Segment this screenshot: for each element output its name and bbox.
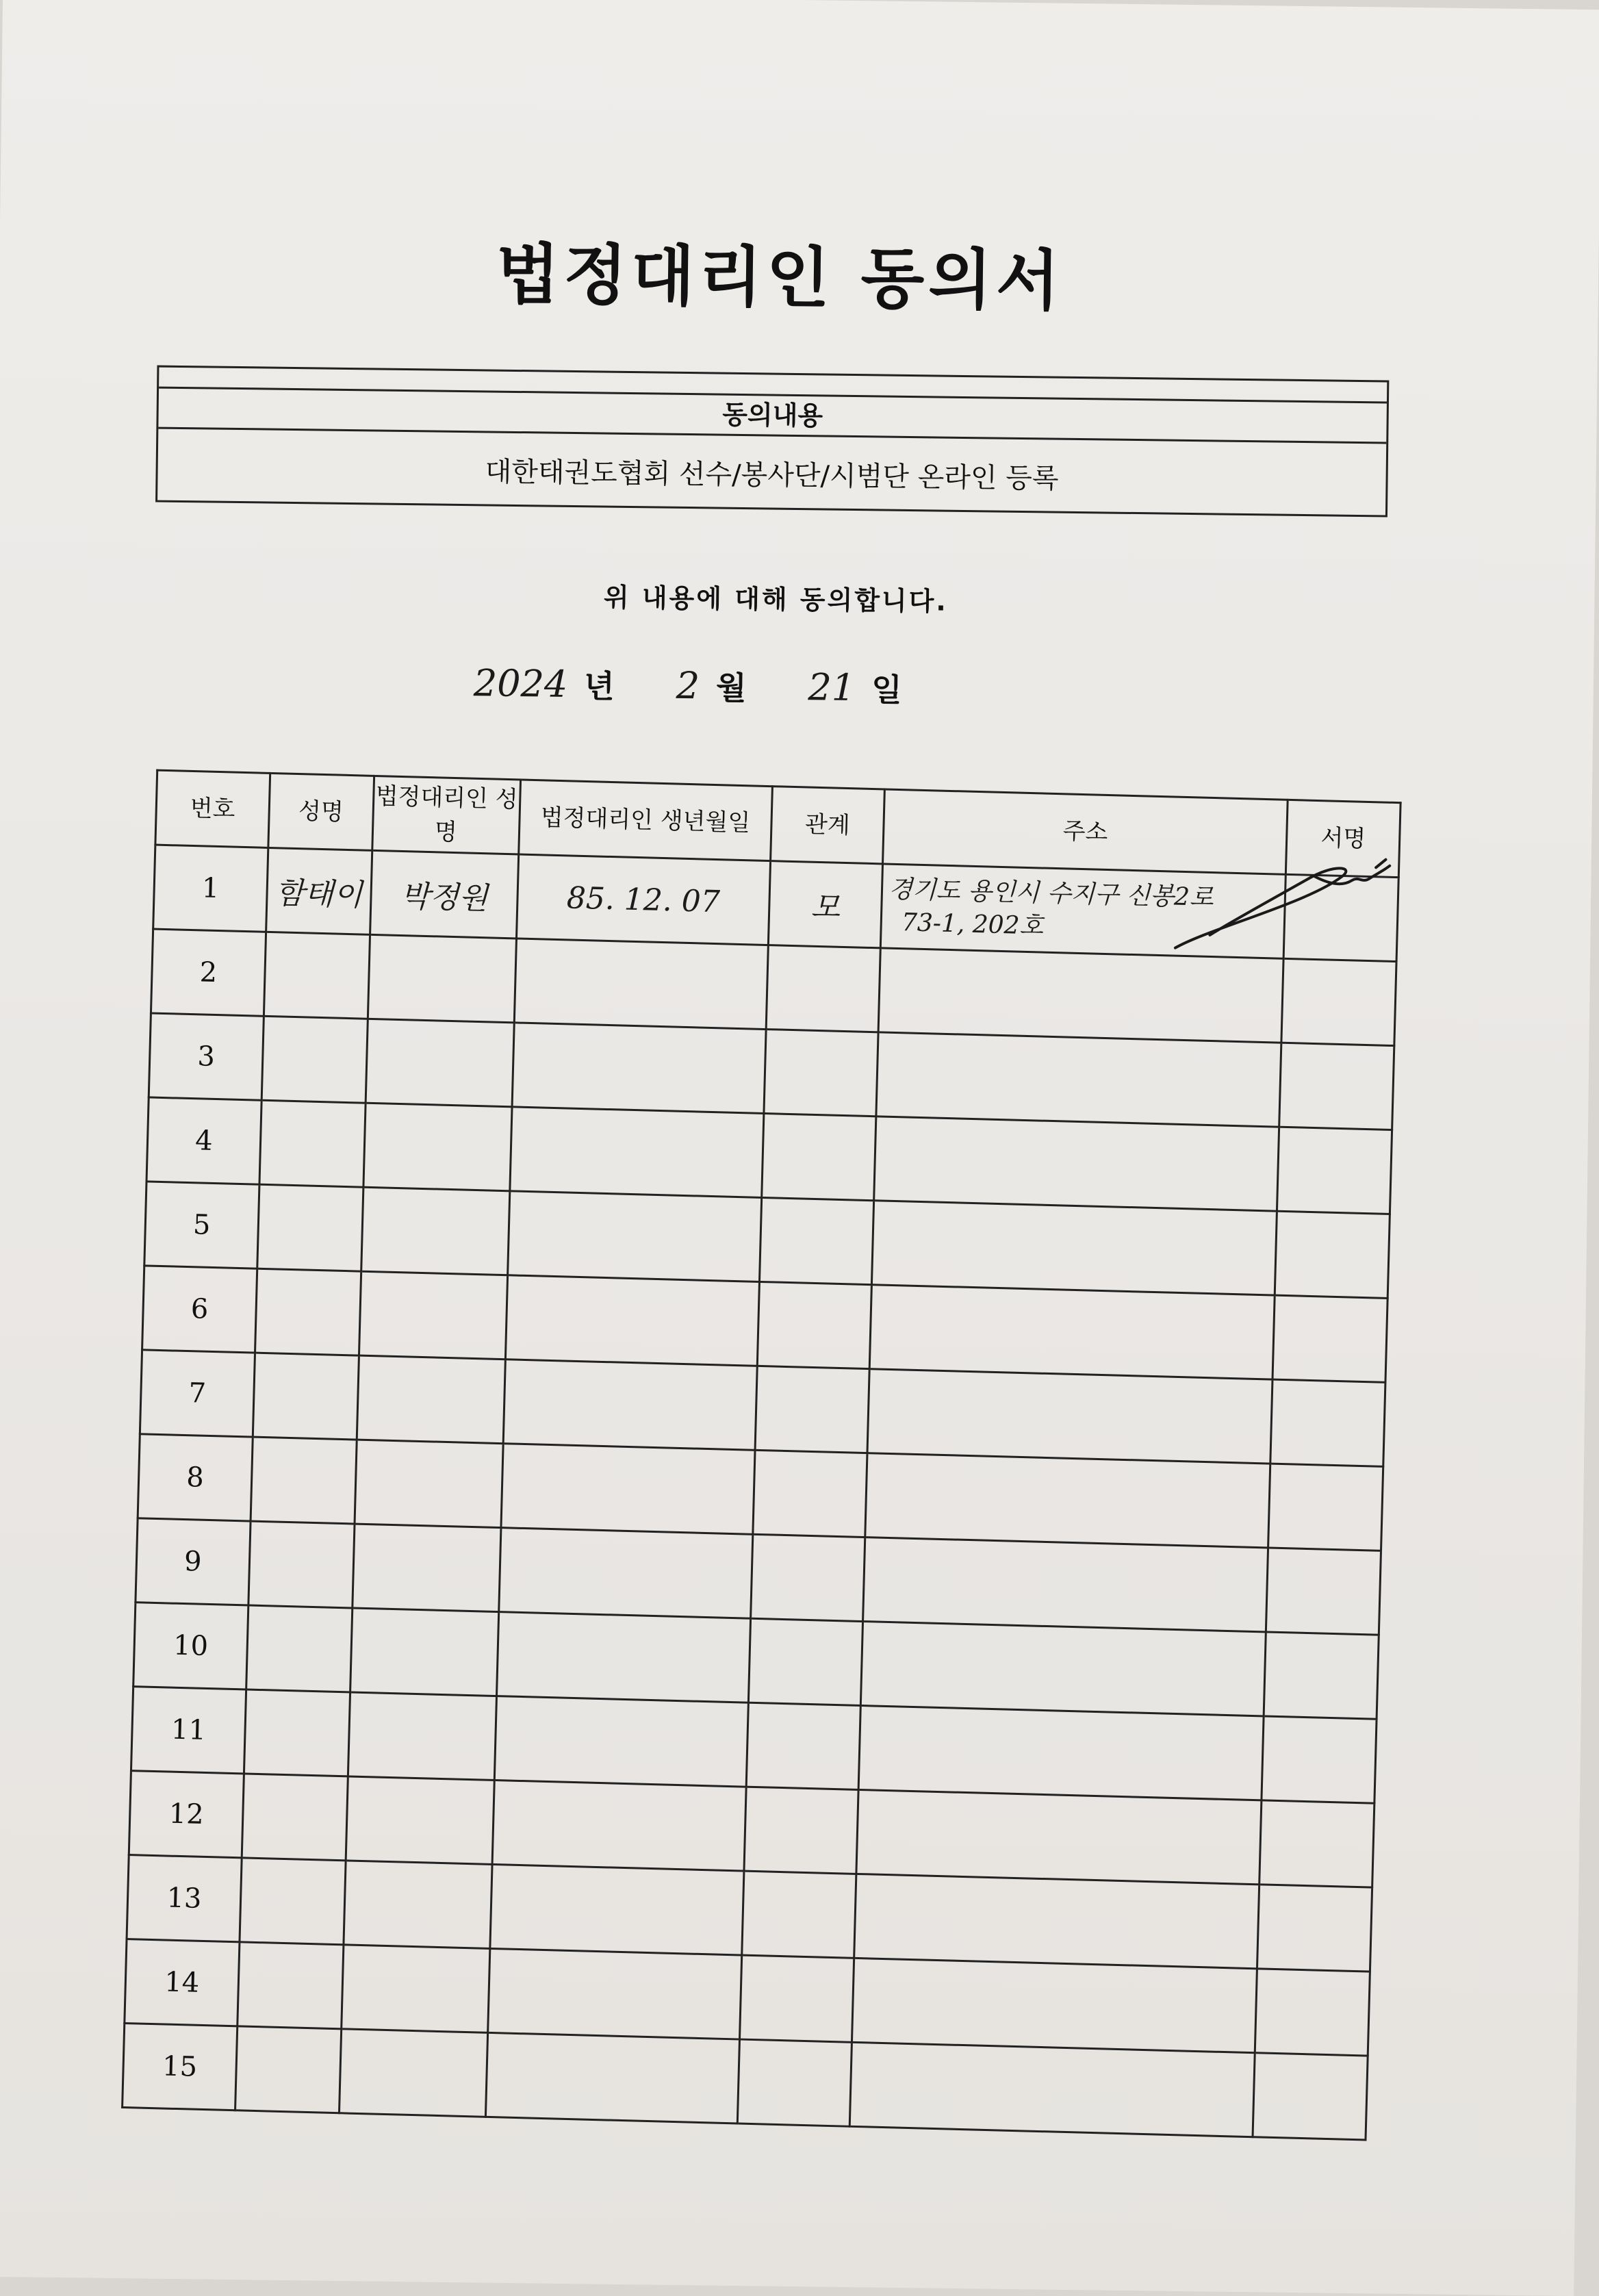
row-guardian-birth <box>510 1107 763 1198</box>
row-relation: 모 <box>768 861 883 948</box>
row-guardian-name <box>359 1271 508 1360</box>
row-guardian-name <box>361 1187 510 1275</box>
row-signature <box>1279 1043 1394 1130</box>
row-address-line2 <box>869 1663 1264 1674</box>
row-address-line2 <box>875 1411 1270 1421</box>
row-number: 1 <box>153 845 268 932</box>
row-name <box>248 1521 355 1608</box>
row-address <box>872 1201 1277 1295</box>
row-signature <box>1277 1127 1392 1214</box>
header-address: 주소 <box>883 789 1288 874</box>
row-address-line1 <box>882 1159 1277 1169</box>
row-guardian-birth <box>488 1948 741 2039</box>
row-address-line1 <box>880 1242 1275 1253</box>
row-address-line1 <box>869 1663 1264 1674</box>
row-signature <box>1275 1211 1390 1298</box>
row-name <box>244 1689 350 1776</box>
row-name <box>251 1437 357 1524</box>
row-address-line1 <box>873 1495 1268 1505</box>
date-month-label: 월 <box>715 669 747 707</box>
header-no: 번호 <box>155 770 270 847</box>
date-year-label: 년 <box>583 667 615 705</box>
row-relation <box>739 1955 854 2042</box>
row-name <box>255 1268 361 1355</box>
row-guardian-name <box>350 1608 499 1696</box>
row-guardian-name <box>368 934 517 1023</box>
row-signature <box>1281 958 1396 1045</box>
row-address-line1 <box>886 991 1281 1001</box>
row-relation <box>752 1450 867 1537</box>
row-signature <box>1253 2053 1368 2140</box>
row-number: 2 <box>151 929 266 1016</box>
row-signature <box>1255 1969 1370 2056</box>
row-relation <box>759 1197 874 1284</box>
header-name: 성명 <box>268 773 374 850</box>
row-guardian-birth <box>506 1275 759 1366</box>
row-guardian-name <box>339 2029 488 2117</box>
row-guardian-birth <box>508 1191 761 1282</box>
row-address-line2: 73-1, 202호 <box>901 908 1044 941</box>
header-relation: 관계 <box>770 787 885 864</box>
row-relation <box>750 1534 865 1621</box>
row-signature <box>1264 1632 1379 1719</box>
row-address <box>861 1622 1266 1716</box>
row-name <box>261 1016 368 1103</box>
row-guardian-birth <box>514 939 767 1030</box>
row-address-line2 <box>884 1075 1279 1085</box>
row-address <box>867 1369 1272 1464</box>
consent-content: 대한태권도협회 선수/봉사단/시범단 온라인 등록 <box>485 456 1059 495</box>
date-month: 2 <box>676 663 700 708</box>
row-address <box>863 1538 1268 1632</box>
row-address <box>852 1958 1257 2052</box>
row-name <box>235 2026 341 2113</box>
row-address-line2 <box>871 1579 1266 1590</box>
row-signature <box>1283 874 1398 961</box>
row-address <box>849 2042 1255 2136</box>
row-signature <box>1272 1295 1387 1382</box>
row-signature <box>1257 1885 1372 1972</box>
row-relation <box>748 1618 863 1705</box>
guardian-table <box>121 769 1402 2141</box>
row-address-line2 <box>862 1916 1257 1926</box>
row-name <box>259 1100 366 1187</box>
row-signature <box>1270 1379 1385 1466</box>
row-address-line1 <box>866 1748 1262 1758</box>
row-signature <box>1268 1464 1383 1551</box>
row-name <box>253 1353 359 1440</box>
row-address-line2 <box>873 1495 1268 1505</box>
row-number: 14 <box>125 1939 240 2026</box>
row-guardian-birth <box>486 2032 739 2123</box>
row-number: 5 <box>144 1182 259 1268</box>
document-title: 법정대리인 동의서 <box>495 235 1064 320</box>
row-relation <box>757 1281 872 1368</box>
header-signature: 서명 <box>1286 800 1401 877</box>
row-name <box>246 1605 352 1692</box>
row-guardian-name <box>352 1524 501 1612</box>
row-number: 11 <box>131 1687 246 1774</box>
row-number: 8 <box>138 1434 253 1521</box>
row-address-line2 <box>866 1748 1262 1758</box>
row-guardian-name: 박정원 <box>370 850 519 939</box>
handwritten-signature <box>1168 845 1397 967</box>
row-guardian-birth <box>501 1444 754 1535</box>
consent-heading: 동의내용 <box>158 387 1387 444</box>
row-guardian-name <box>343 1861 492 1949</box>
row-number: 7 <box>140 1350 255 1437</box>
consent-box <box>155 366 1389 518</box>
row-number: 15 <box>123 2023 238 2110</box>
row-name: 함태이 <box>266 847 372 934</box>
row-guardian-birth <box>512 1023 765 1114</box>
row-guardian-name <box>346 1776 495 1865</box>
row-name <box>238 1942 344 2029</box>
row-address-line1 <box>862 1916 1257 1926</box>
row-number: 4 <box>146 1097 261 1184</box>
row-address <box>858 1705 1264 1800</box>
row-guardian-birth <box>492 1781 745 1872</box>
date-line <box>473 660 902 711</box>
row-guardian-name <box>341 1945 490 2033</box>
row-guardian-name <box>357 1355 506 1444</box>
row-guardian-name <box>366 1019 515 1107</box>
row-relation <box>746 1702 861 1789</box>
row-address-line2 <box>886 991 1281 1001</box>
row-address-line2 <box>858 2084 1253 2095</box>
row-relation <box>743 1787 858 1874</box>
row-address <box>876 1032 1281 1127</box>
row-number: 12 <box>129 1771 244 1858</box>
row-relation <box>766 945 881 1032</box>
row-address-line1 <box>878 1327 1273 1337</box>
row-guardian-birth <box>499 1528 752 1619</box>
row-name <box>264 932 370 1019</box>
row-name <box>257 1184 363 1271</box>
row-number: 9 <box>136 1518 251 1605</box>
row-guardian-name <box>348 1692 497 1781</box>
row-address-line1 <box>858 2084 1253 2095</box>
row-number: 13 <box>127 1855 242 1942</box>
row-address-line2 <box>878 1327 1273 1337</box>
row-address-line1 <box>875 1411 1270 1421</box>
row-number: 6 <box>142 1266 257 1353</box>
row-relation <box>763 1030 878 1117</box>
row-name <box>240 1858 346 1945</box>
row-address <box>869 1285 1275 1379</box>
row-address <box>865 1453 1270 1548</box>
row-address-line2 <box>864 1832 1259 1842</box>
row-guardian-name <box>363 1103 512 1191</box>
date-year: 2024 <box>473 661 568 706</box>
row-guardian-birth: 85. 12. 07 <box>517 854 770 945</box>
row-name <box>242 1774 348 1861</box>
row-signature <box>1259 1800 1374 1887</box>
row-address <box>856 1789 1262 1884</box>
row-address-line2 <box>882 1159 1277 1169</box>
row-address-line1 <box>864 1832 1259 1842</box>
row-number: 10 <box>133 1603 248 1689</box>
row-signature <box>1262 1716 1377 1803</box>
row-relation <box>737 2039 852 2126</box>
row-address-line1 <box>884 1075 1279 1085</box>
row-address-line1: 경기도 용인시 수지구 신봉2로 <box>888 875 1214 913</box>
row-guardian-birth <box>503 1360 756 1451</box>
row-address-line1 <box>860 2000 1255 2011</box>
row-address <box>854 1874 1259 1968</box>
row-address-line2 <box>860 2000 1255 2011</box>
row-guardian-birth <box>490 1864 743 1955</box>
row-address-line2 <box>880 1242 1275 1253</box>
agreement-statement: 위 내용에 대해 동의합니다. <box>603 582 949 617</box>
row-guardian-birth <box>494 1696 747 1787</box>
row-guardian-birth <box>497 1612 750 1703</box>
header-guardian-name: 법정대리인 성명 <box>372 776 520 854</box>
row-address-line1 <box>871 1579 1266 1590</box>
date-day-label: 일 <box>871 671 902 709</box>
header-guardian-birth: 법정대리인 생년월일 <box>519 780 772 861</box>
row-relation <box>741 1871 856 1958</box>
row-number: 3 <box>149 1013 264 1100</box>
row-guardian-name <box>355 1440 504 1528</box>
row-signature <box>1266 1548 1381 1635</box>
row-relation <box>761 1113 876 1200</box>
row-relation <box>755 1366 870 1453</box>
row-address <box>874 1117 1279 1211</box>
date-day: 21 <box>808 665 856 710</box>
